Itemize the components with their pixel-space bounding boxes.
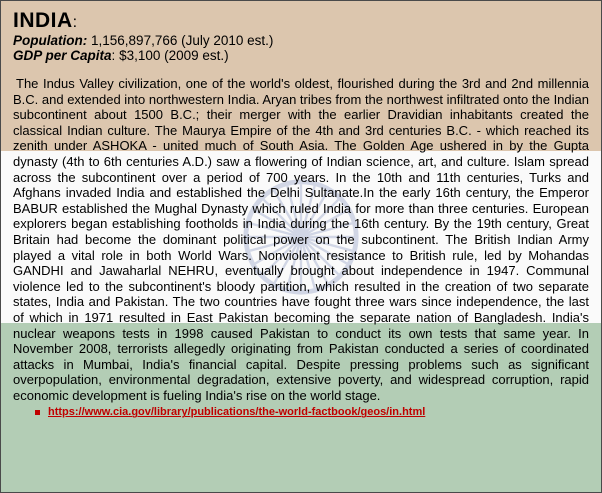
title-colon: :: [72, 14, 78, 31]
card-content: [1, 1, 601, 419]
country-title: [13, 9, 589, 33]
bullet-icon: [35, 410, 40, 415]
population-label: Population:: [13, 33, 88, 48]
source-link[interactable]: https://www.cia.gov/library/publications/the-world-factbook/geos/in.html: [48, 406, 426, 419]
history-paragraph: The Indus Valley civilization, one of the world's oldest, flourished during the 3rd and 2nd millennia B.C. and extended into northwestern India. Aryan tribes from the northwest infiltrated onto the Indian subcontinent about 1500 B.C.; their merger with the earlier Dravidian inhabitants created the classical Indian culture. The Maurya Empire of the 4th and 3rd centuries B.C. - which reached its zenith under ASHOKA - united much of South Asia. The Golden Age ushered in by the Gupta dynasty (4th to 6th centuries A.D.) saw a flowering of Indian science, art, and culture. Islam spread across the subcontinent over a period of 700 years. In the 10th and 11th centuries, Turks and Afghans invaded India and established the Delhi Sultanate.In the early 16th century, the Emperor BABUR established the Mughal Dynasty which ruled India for more than three centuries. European explorers began establishing footholds in India during the 16th century. By the 19th century, Great Britain had become the dominant political power on the subcontinent. The British Indian Army played a vital role in both World Wars. Nonviolent resistance to British rule, led by Mohandas GANDHI and Jawaharlal NEHRU, eventually brought about independence in 1947. Communal violence led to the subcontinent's bloody partition, which resulted in the creation of two separate states, India and Pakistan. The two countries have fought three wars since independence, the last of which in 1971 resulted in East Pakistan becoming the separate nation of Bangladesh. India's nuclear weapons tests in 1998 caused Pakistan to conduct its own tests that same year. In November 2008, terrorists allegedly originating from Pakistan conducted a series of coordinated attacks in Mumbai, India's financial capital. Despite pressing problems such as significant overpopulation, environmental degradation, extensive poverty, and widespread corruption, rapid economic development is fueling India's rise on the world stage.: [13, 76, 589, 403]
gdp-label: GDP per Capita: [13, 48, 112, 63]
population-value: 1,156,897,766 (July 2010 est.): [91, 33, 274, 48]
gdp-value: $3,100 (2009 est.): [119, 48, 229, 63]
population-line: [13, 33, 589, 48]
source-list-item: [35, 405, 589, 419]
gdp-separator: :: [111, 48, 116, 63]
gdp-line: [13, 48, 589, 63]
country-name: INDIA: [13, 9, 73, 32]
